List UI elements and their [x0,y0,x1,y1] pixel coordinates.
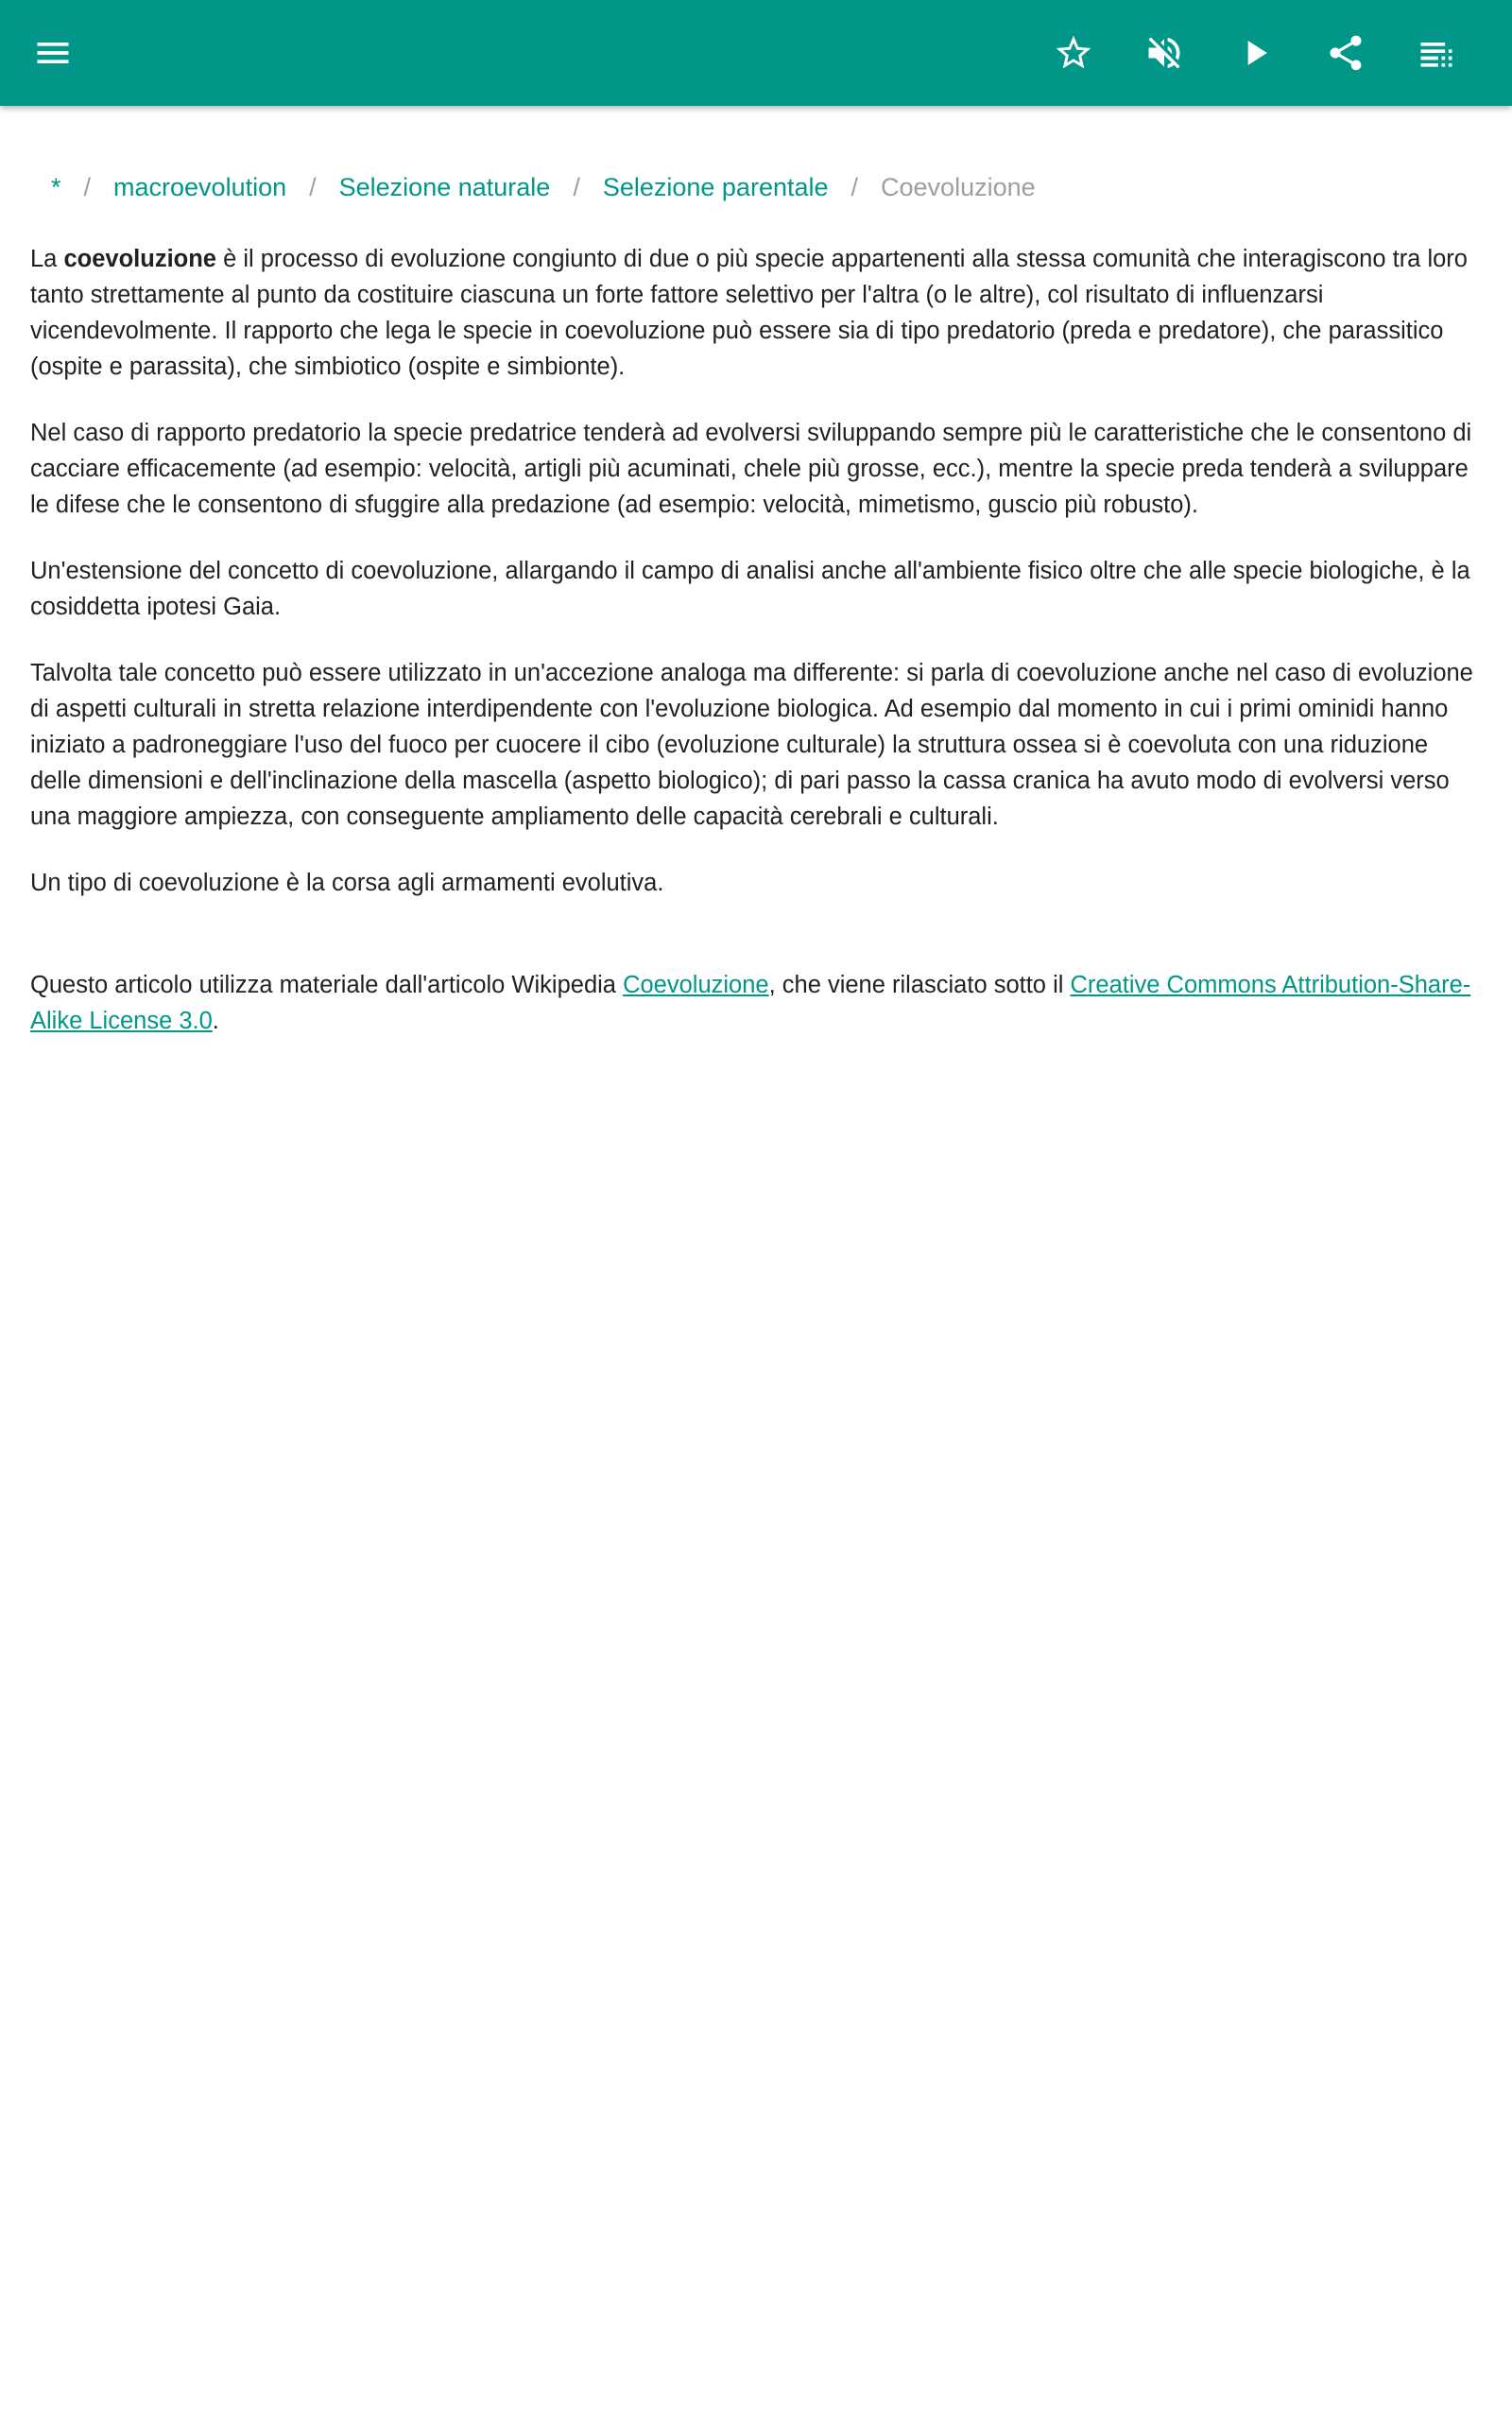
license-link[interactable]: Creative Commons Attribution-Share-Alike License 3.0 [30,972,1471,1034]
playlist-icon [1416,32,1457,74]
breadcrumb-item-selezione-parentale[interactable]: Selezione parentale [602,173,829,201]
breadcrumb-item-selezione-naturale[interactable]: Selezione naturale [338,173,551,201]
article-body [30,241,1482,1069]
share-icon [1325,32,1366,74]
breadcrumb-item-macroevolution[interactable]: macroevolution [113,173,287,201]
breadcrumb-separator: / [309,173,317,201]
breadcrumb-separator: / [83,173,92,201]
paragraph: Nel caso di rapporto predatorio la specie predatrice tenderà ad evolversi sviluppando sempre più le caratteristiche che le consentono di cacciare efficacemente (ad esempio: velocità, artigli più acuminati, chele più grosse, ecc.), mentre la specie preda tenderà a sviluppare le difese che le consentono di sfuggire alla predazione (ad esempio: velocità, mimetismo, guscio più robusto). [30,420,1472,518]
paragraph: Un'estensione del concetto di coevoluzione, allargando il campo di analisi anche all'ambiente fisico oltre che alle specie biologiche, è la cosiddetta ipotesi Gaia. [30,558,1470,620]
breadcrumb-current: Coevoluzione [881,173,1036,201]
breadcrumb-item-root[interactable]: * [51,173,61,201]
attribution-prefix: Questo articolo utilizza materiale dall'articolo Wikipedia [30,972,624,998]
attribution-suffix: . [212,1008,219,1034]
attribution-middle: , che viene rilasciato sotto il [768,972,1071,998]
breadcrumb [51,168,1036,206]
breadcrumb-separator: / [850,173,859,201]
article-term: coevoluzione [63,246,216,272]
wikipedia-article-link[interactable]: Coevoluzione [623,972,769,998]
paragraph [30,241,1482,385]
paragraph: Un tipo di coevoluzione è la corsa agli armamenti evolutiva. [30,870,664,896]
menu-icon [32,32,74,74]
play-button[interactable] [1225,23,1285,83]
paragraph-intro-text: La [30,246,64,272]
paragraph-intro-rest: è il processo di evoluzione congiunto di due o più specie appartenenti alla stessa comunità che interagiscono tra loro tanto strettamente al punto da costituire ciascuna un forte fattore selettivo per l'altra (o le altre), col risultato di influenzarsi vicendevolmente. Il rapporto che lega le specie in coevoluzione può essere sia di tipo predatorio (preda e predatore), che parassitico (ospite e parassita), che simbiotico (ospite e simbionte). [30,246,1468,380]
attribution-text [30,967,1482,1039]
mute-button[interactable] [1134,23,1194,83]
table-of-contents-button[interactable] [1406,23,1467,83]
share-button[interactable] [1315,23,1376,83]
play-icon [1234,32,1276,74]
star-outline-icon [1053,32,1094,74]
breadcrumb-separator: / [573,173,580,201]
favorite-button[interactable] [1043,23,1104,83]
menu-button[interactable] [23,23,83,83]
volume-off-icon [1143,32,1185,74]
paragraph: Talvolta tale concetto può essere utilizzato in un'accezione analoga ma differente: si parla di coevoluzione anche nel caso di evoluzione di aspetti culturali in stretta relazione interdipendente con l'evoluzione biologica. Ad esempio dal momento in cui i primi ominidi hanno iniziato a padroneggiare l'uso del fuoco per cuocere il cibo (evoluzione culturale) la struttura ossea si è coevoluta con una riduzione delle dimensioni e dell'inclinazione della mascella (aspetto biologico); di pari passo la cassa cranica ha avuto modo di evolversi verso una maggiore ampiezza, con conseguente ampliamento delle capacità cerebrali e culturali. [30,660,1473,830]
app-bar [0,0,1512,106]
